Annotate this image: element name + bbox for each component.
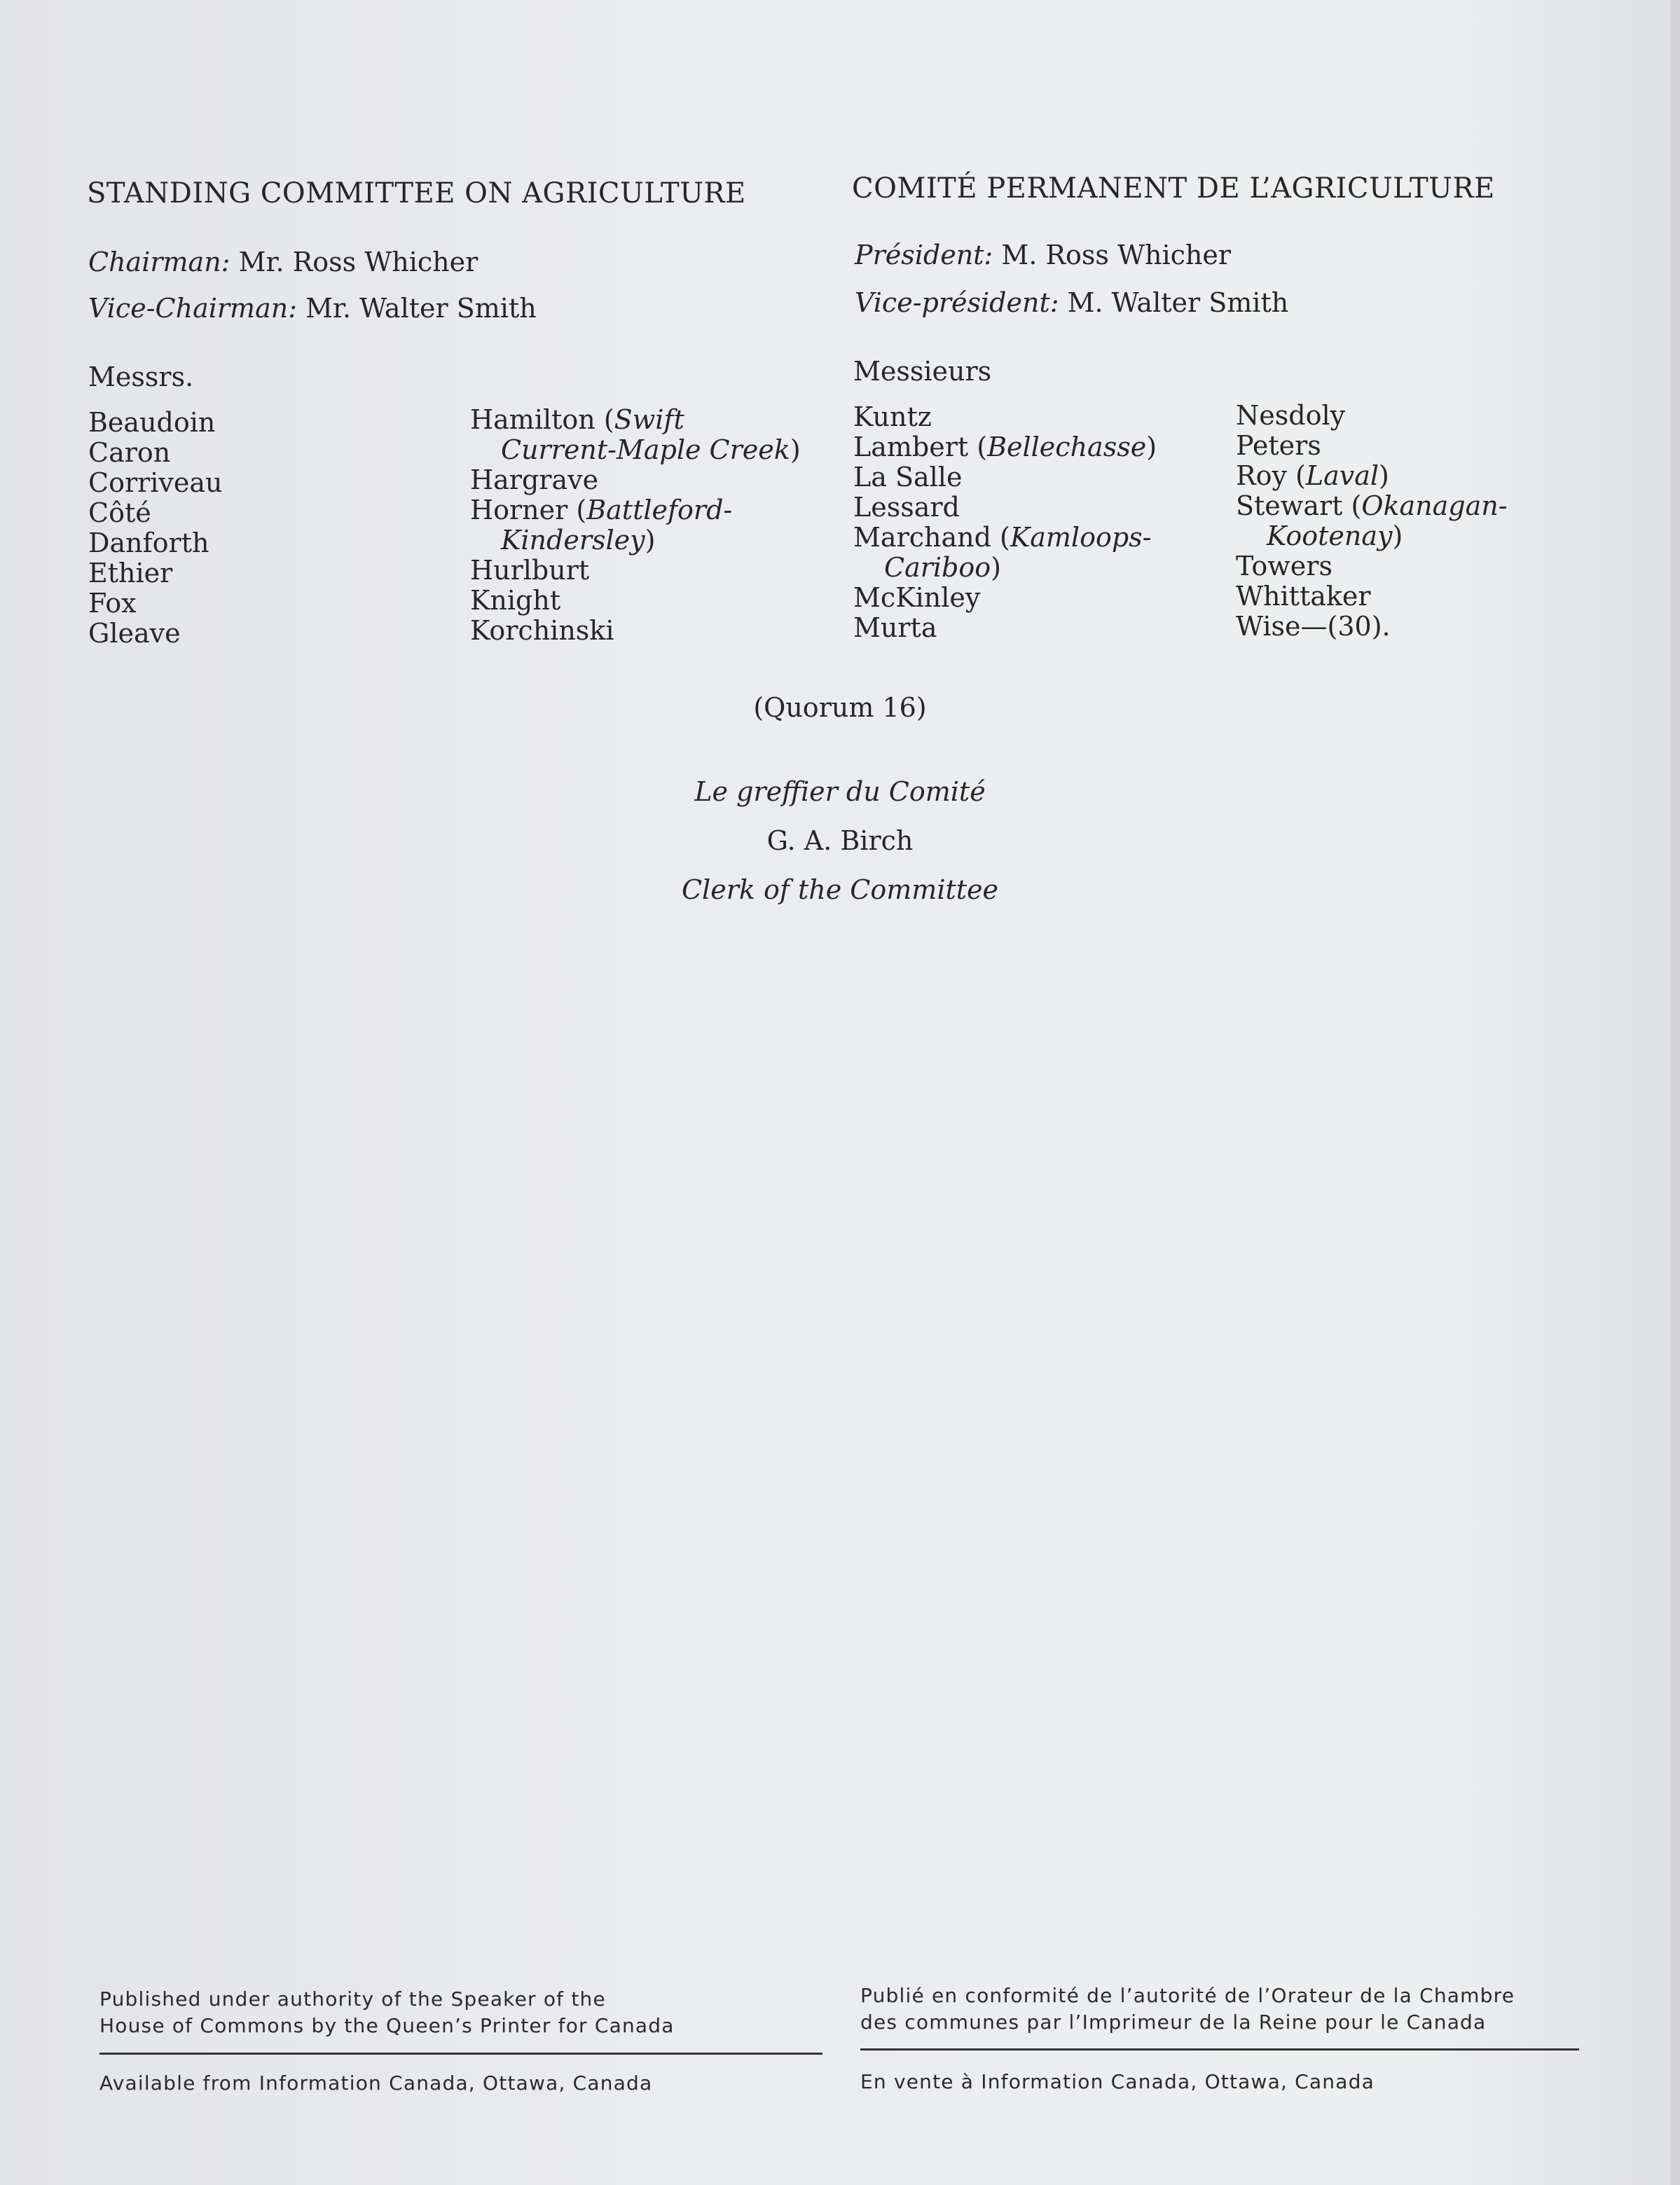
english-members-label: Messrs. [88, 361, 194, 392]
president-name: M. Ross Whicher [993, 240, 1232, 270]
member: Lambert (Bellechasse) [853, 432, 1157, 462]
footer-french-availability: En vente à Information Canada, Ottawa, Canada [860, 2070, 1375, 2093]
page-edge [1670, 0, 1680, 2185]
vice-president-label: Vice-président: [855, 287, 1059, 318]
member: Wise—(30). [1236, 611, 1391, 642]
member-list-col1 [88, 408, 223, 649]
french-vice-president [855, 287, 1288, 318]
member: Hargrave [470, 464, 599, 495]
member-list-col4 [1236, 401, 1508, 642]
member: Kuntz [853, 401, 932, 432]
member: Hurlburt [470, 555, 590, 586]
member: Corriveau [88, 467, 223, 498]
quorum: (Quorum 16) [753, 692, 927, 723]
footer-english-publisher: Published under authority of the Speaker of the House of Commons by the Queen’s Printer for Canada [99, 1987, 675, 2037]
french-members-label: Messieurs [853, 356, 992, 387]
english-heading: STANDING COMMITTEE ON AGRICULTURE [87, 177, 746, 209]
member: La Salle [853, 462, 963, 492]
member-list-col3 [853, 402, 1157, 643]
member: Knight [470, 585, 561, 616]
member-riding: Kindersley) [501, 525, 656, 556]
english-vice-chairman [88, 293, 537, 324]
member: McKinley [853, 582, 981, 613]
member-riding: Current-Maple Creek) [501, 434, 801, 465]
member: Beaudoin [88, 407, 216, 438]
president-label: Président: [855, 240, 993, 270]
member: Stewart (Okanagan- [1236, 490, 1508, 521]
member: Côté [88, 497, 151, 528]
vice-president-name: M. Walter Smith [1059, 287, 1289, 318]
member: Peters [1236, 430, 1321, 461]
footer-french-publisher: Publié en conformité de l’autorité de l’Orateur de la Chambre des communes par l’Imprimeur de la Reine pour le Canada [860, 1984, 1515, 2034]
member: Marchand (Kamloops- [853, 522, 1152, 553]
footer-divider-left [99, 2053, 822, 2055]
member: Danforth [88, 528, 209, 558]
clerk-title-french: Le greffier du Comité [694, 776, 986, 807]
member: Hamilton (Swift [470, 404, 684, 435]
chairman-name: Mr. Ross Whicher [230, 247, 478, 277]
vice-chairman-name: Mr. Walter Smith [297, 293, 537, 324]
english-chairman [88, 247, 478, 277]
member: Fox [88, 588, 137, 619]
member: Gleave [88, 618, 181, 649]
footer-english-availability: Available from Information Canada, Ottawa, Canada [99, 2072, 653, 2095]
member: Whittaker [1236, 581, 1371, 612]
clerk-name: G. A. Birch [766, 825, 914, 856]
french-heading: COMITÉ PERMANENT DE L’AGRICULTURE [852, 172, 1495, 205]
member: Korchinski [470, 615, 614, 646]
member: Murta [853, 612, 937, 643]
french-president [855, 240, 1231, 270]
member: Horner (Battleford- [470, 495, 733, 525]
vice-chairman-label: Vice-Chairman: [88, 293, 298, 324]
member: Ethier [88, 558, 173, 588]
member: Nesdoly [1236, 400, 1346, 431]
member: Roy (Laval) [1236, 460, 1389, 491]
member-list-col2 [470, 405, 801, 646]
member: Lessard [853, 492, 960, 523]
member: Caron [88, 437, 171, 468]
chairman-label: Chairman: [88, 247, 230, 277]
member-riding: Cariboo) [884, 552, 1001, 583]
member: Towers [1236, 551, 1333, 581]
clerk-title-english: Clerk of the Committee [681, 874, 998, 905]
member-riding: Kootenay) [1267, 521, 1403, 551]
footer-divider-right [860, 2048, 1579, 2050]
